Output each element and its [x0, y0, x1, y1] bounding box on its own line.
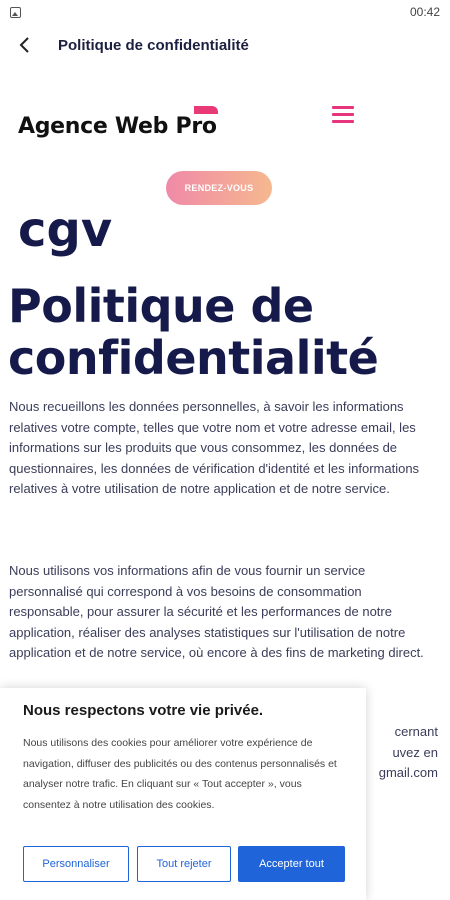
accept-all-button[interactable]: Accepter tout [238, 846, 345, 882]
paragraph-data-usage: Nous utilisons vos informations afin de vous fournir un service personnalisé qui correspond à vos besoins de consommation responsable, pour assurer la sécurité et les performances de notre application, réaliser des analyses statistiques sur l'utilisation de notre application et de notre service, où encore à des fins de marketing direct. [9, 563, 424, 660]
logo-accent-shape [194, 106, 218, 114]
cgv-label: cgv [18, 202, 113, 258]
text-fragment: gmail.com [378, 765, 438, 780]
reject-all-button[interactable]: Tout rejeter [137, 846, 231, 882]
status-time: 00:42 [409, 5, 440, 19]
hamburger-menu-icon[interactable] [332, 106, 354, 124]
paragraph-data-collection: Nous recueillons les données personnelles, à savoir les informations relatives votre compte, telles que votre nom et votre adresse email, les informations sur les produits que vous consommez, les données de questionnaires, les données de vérification d'identité et les informations relatives à votre utilisation de notre application et de notre service. [9, 399, 420, 496]
logo-text: Agence Web Pro [18, 114, 217, 139]
status-bar [0, 0, 450, 24]
cookie-banner-title: Nous respectons votre vie privée. [23, 702, 264, 719]
cookie-banner-text: Nous utilisons des cookies pour améliorer votre expérience de navigation, diffuser des publicités ou des contenus personnalisés et analyser notre trafic. En cliquant sur « Tout accepter », vous consentez à notre utilisation des cookies. [23, 737, 337, 811]
app-bar [0, 24, 450, 66]
text-fragment: cernant [394, 724, 438, 739]
back-arrow-icon [19, 36, 31, 54]
cookie-consent-banner [0, 688, 366, 900]
text-fragment: uvez en [392, 744, 438, 760]
app-bar-title: Politique de confidentialité [58, 36, 249, 54]
page-title: Politique de confidentialité [8, 279, 379, 385]
back-button[interactable] [14, 34, 36, 56]
site-logo[interactable] [18, 106, 228, 146]
rendez-vous-button[interactable]: RENDEZ-VOUS [166, 171, 272, 205]
image-notification-icon [10, 7, 21, 18]
customize-cookies-button[interactable]: Personnaliser [23, 846, 129, 882]
